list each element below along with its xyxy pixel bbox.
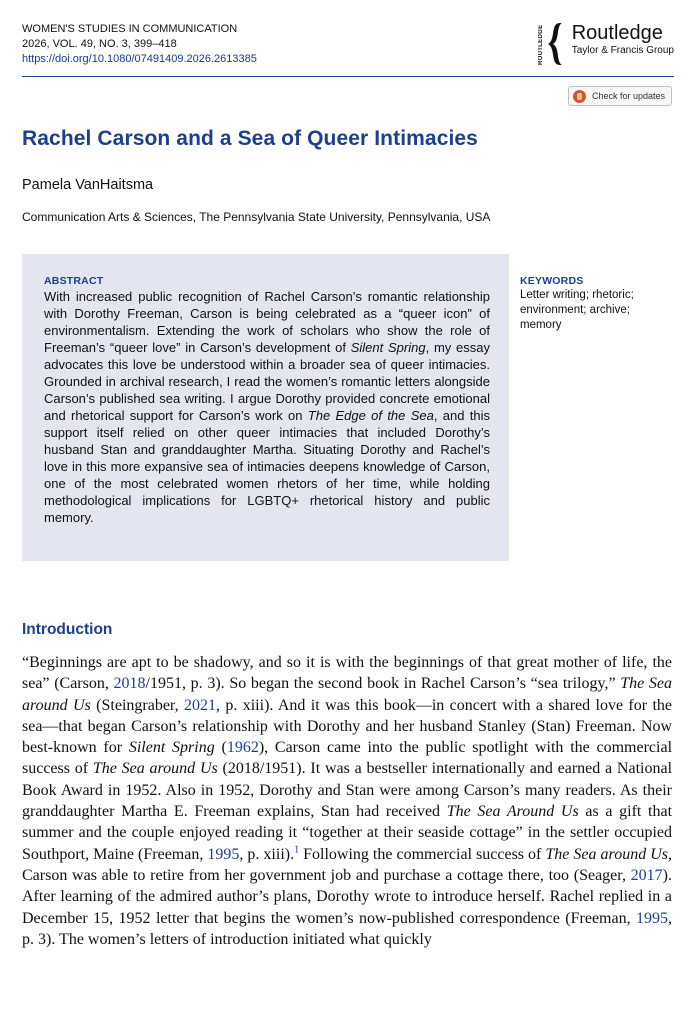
check-for-updates-label: Check for updates	[591, 91, 665, 101]
publisher-logo[interactable]	[538, 22, 674, 68]
abstract-box	[22, 254, 509, 561]
publisher-logo-text: ROUTLEDGE	[537, 24, 544, 66]
citation-link[interactable]: 2017	[630, 866, 663, 884]
citation-link[interactable]: 1962	[226, 739, 259, 757]
crossmark-icon	[573, 90, 586, 103]
keywords-text: Letter writing; rhetoric; environment; archive; memory	[520, 289, 634, 331]
routledge-brace-icon	[546, 22, 564, 66]
doi-link[interactable]: https://doi.org/10.1080/07491409.2026.2613385	[22, 53, 257, 65]
abstract-text: With increased public recognition of Rachel Carson’s romantic relationship with Dorothy Freeman, Carson is being celebrated as a “queer icon” of environmentalism. Extending the work of scholars who show the role of Freeman’s “queer love” in Carson’s development of Silent Spring, my essay advocates this love be understood within a broader sea of queer intimacies. Grounded in archival research, I read the women’s romantic letters alongside Carson’s published sea writing. I argue Dorothy provided concrete emotional and rhetorical support for Carson’s work on The Edge of the Sea, and this support itself relied on other queer intimacies that included Dorothy’s husband Stan and granddaughter Martha. Situating Dorothy and Rachel’s love in this more expansive sea of intimacies deepens knowledge of Carson, one of the most celebrated women rhetors of her time, while holding methodological implications for LGBTQ+ rhetorical history and public memory.	[44, 289, 490, 525]
footnote-link[interactable]: 1	[294, 844, 300, 856]
publisher-name: Routledge	[571, 22, 663, 44]
citation-link[interactable]: 2021	[183, 696, 216, 714]
article-author: Pamela VanHaitsma	[22, 177, 154, 193]
citation-link[interactable]: 1995	[636, 909, 668, 927]
publisher-group: Taylor & Francis Group	[571, 45, 674, 56]
check-for-updates-button[interactable]	[568, 86, 672, 106]
citation-link[interactable]: 2018	[113, 675, 146, 693]
journal-name: WOMEN'S STUDIES IN COMMUNICATION	[22, 23, 238, 35]
keywords-heading: KEYWORDS	[520, 275, 584, 287]
article-title: Rachel Carson and a Sea of Queer Intimacies	[22, 127, 478, 150]
citation-link[interactable]: 1995	[207, 845, 240, 863]
journal-info	[22, 22, 257, 67]
introduction-heading: Introduction	[22, 621, 113, 638]
author-affiliation: Communication Arts & Sciences, The Pennsylvania State University, Pennsylvania, USA	[22, 210, 491, 224]
journal-issue: 2026, VOL. 49, NO. 3, 399–418	[22, 38, 177, 50]
header-rule	[22, 76, 674, 77]
abstract-heading: ABSTRACT	[44, 275, 104, 287]
introduction-text: “Beginnings are apt to be shadowy, and so it is with the beginnings of that great mother of life, the sea” (Carson, 2018/1951, p. 3). So began the second book in Rachel Carson’s “sea trilogy,” The Sea around Us (Steingraber, 2021, p. xiii). And it was this book—in concert with a shared love for the sea—that began Carson’s relationship with Dorothy and her husband Stanley (Stan) Freeman. Now best-known for Silent Spring (1962), Carson came into the public spotlight with the commercial success of The Sea around Us (2018/1951). It was a bestseller internationally and earned a National Book Award in 1952. Also in 1952, Dorothy and Stan were among Carson’s many readers. As their granddaughter Martha E. Freeman explains, Stan had received The Sea Around Us as a gift that summer and the couple enjoyed reading it “together at their seaside cottage” in the settler occupied Southport, Maine (Freeman, 1995, p. xiii).$^1$ Following the commercial success of The Sea around Us, Carson was able to retire from her government job and purchase a cottage there, too (Seager, 2017). After learning of the admired author’s plans, Dorothy wrote to introduce herself. Rachel replied in a December 15, 1952 letter that begins the women’s now-published correspondence (Freeman, 1995, p. 3). The women’s letters of introduction initiated what quickly	[22, 654, 673, 948]
